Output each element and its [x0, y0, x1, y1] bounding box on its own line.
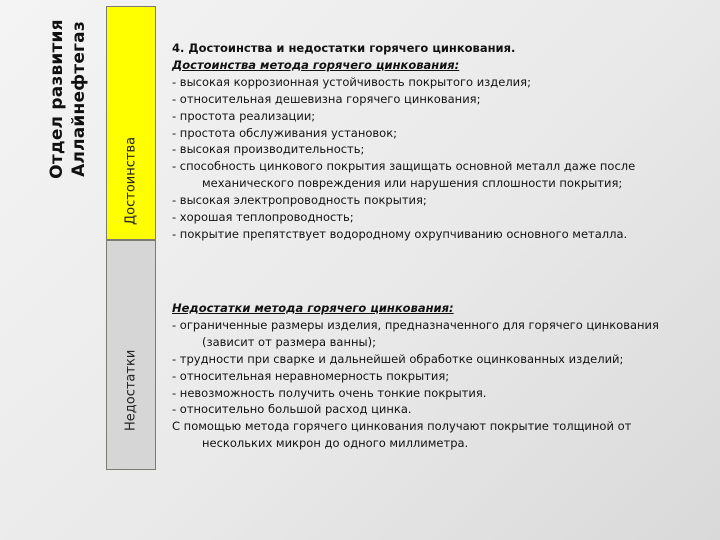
disadvantage-item: - ограниченные размеры изделия, предназначенного для горячего цинкования (зависит от размера ванны); [172, 317, 659, 349]
tab-disadvantages-label: Недостатки [123, 349, 139, 431]
org-title-line1: Отдел развития [47, 19, 67, 179]
advantage-item: - покрытие препятствует водородному охрупчиванию основного металла. [172, 226, 628, 241]
disadvantage-item: - трудности при сварке и дальнейшей обработке оцинкованных изделий; [172, 351, 624, 366]
advantage-item: - способность цинкового покрытия защищать основной металл даже после механического повреждения или нарушения сплошности покрытия; [172, 159, 636, 191]
disadvantage-item: - невозможность получить очень тонкие покрытия. [172, 385, 487, 400]
advantage-item: - высокая производительность; [172, 142, 365, 157]
advantage-item: - простота реализации; [172, 108, 316, 123]
org-title-line2: Аллайнефтегаз [69, 21, 89, 177]
disadvantage-item: - относительная неравномерность покрытия; [172, 368, 450, 383]
advantages-subheading: Достоинства метода горячего цинкования: [172, 57, 460, 72]
org-title [46, 6, 102, 192]
tab-advantages [106, 6, 156, 240]
section-heading: 4. Достоинства и недостатки горячего цинкования. [172, 41, 516, 55]
disadvantages-subheading: Недостатки метода горячего цинкования: [172, 301, 454, 315]
advantage-item: - относительная дешевизна горячего цинкования; [172, 91, 481, 106]
advantage-item: - высокая коррозионная устойчивость покрытого изделия; [172, 74, 531, 89]
disadvantages-section [172, 300, 692, 452]
tab-disadvantages [106, 240, 156, 470]
conclusion-text: С помощью метода горячего цинкования получают покрытие толщиной от нескольких микрон до одного миллиметра. [172, 419, 632, 451]
tab-advantages-label: Достоинства [123, 136, 139, 225]
advantages-section [172, 40, 692, 243]
disadvantage-item: - относительно большой расход цинка. [172, 402, 412, 417]
advantage-item: - хорошая теплопроводность; [172, 210, 354, 225]
advantage-item: - простота обслуживания установок; [172, 125, 398, 140]
advantage-item: - высокая электропроводность покрытия; [172, 193, 427, 208]
